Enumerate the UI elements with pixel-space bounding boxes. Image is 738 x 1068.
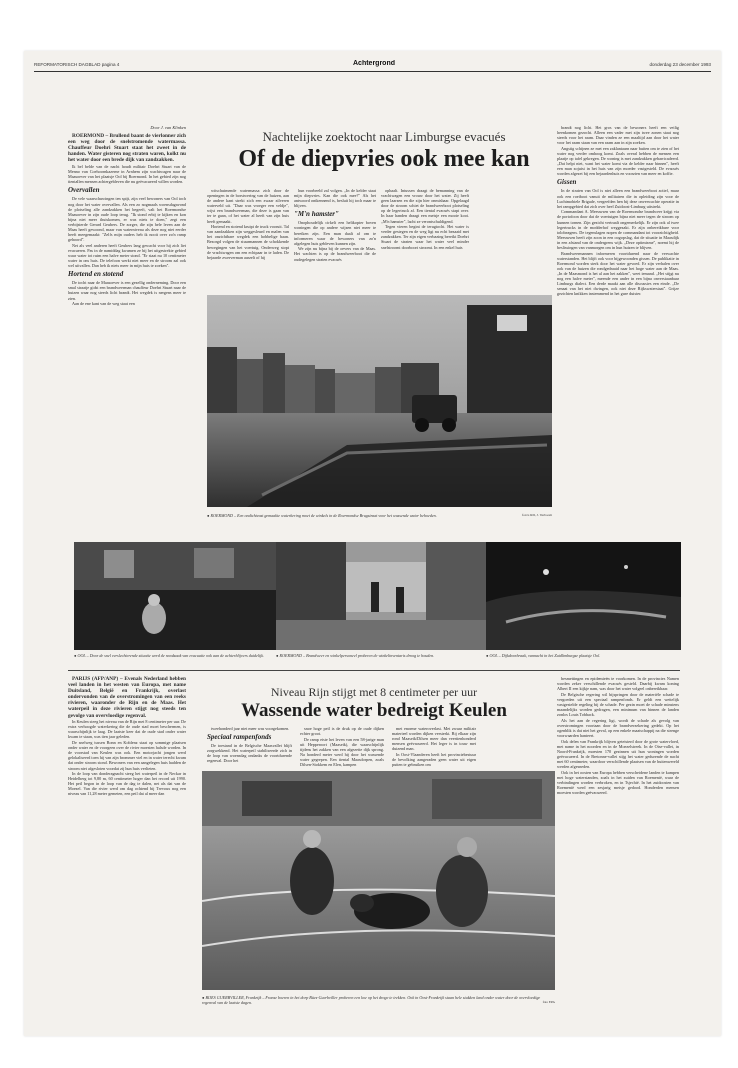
story1-paragraph: De vele waarschuwingen ten spijt, zijn veel bewoners van Ool toch nog door het water overvallen. Als een zo nogmaals woensdagavond de plotseling alle zandzakken het begeeft, valt het Roermondse Maasoever in zijn oude loop terug. "Ik stond erbij te kijken en kon bijna niet meer thuiskomen, er was niets te doen," zegt een verbijsterde Gerard Geubers. De zorger, die zijn hele leven aan de Maas heeft gewoond, maar van waterniveau als deze nog niet eerder heeft meegemaakt: "Zelfs mijn ouders heb ik nooit over zo'n ramp gehoord". (68, 196, 186, 243)
story1-paragraph: ophaalt. Intussen draagt de bemanning van de vrachtwagen een vrouw door het water. Zij heeft geen laarzen en die zijn hier onmisbaar. Opgelaagd door de stroom schiet de brandweerboot plotseling op de legertruck af. Een tiental evacués stapt over. In haar handen draagt een meisje een mooie kooi. „M'n hamster", lacht ze verontschuldigend. (381, 188, 469, 224)
story2-lead: PARIJS (AFP/ANP) – Evenals Nederland hebben veel landen in het westen van Europa, met name Duitsland, België en Frankrijk, overlast ondervonden van de overstromingen van een reeks rivieren, waaronder de Rijn en de Maas. Het waterpeil in deze rivieren stijgt nog steeds ten gevolge van overvloedige regenval. (68, 676, 186, 719)
story2-paragraph: De Belgische regering wil bijspringen door de materiële schade te vergoeden uit een speciaal rampenfonds. Er geldt een wettelijk vastgestelde regeling bij de schade. Per gezin moet de schade minstens maandelijks worden gedragen, een minimum van binnen de landen zonlos Louis Tobback. (557, 691, 679, 718)
story1-kicker: Nachtelijke zoektocht naar Limburgse evacués (262, 129, 506, 144)
photo-credit: foto's RD, J. Verboom (521, 513, 552, 517)
issue-date: donderdag 23 december 1993 (649, 62, 711, 67)
story1-paragraph: Hortend en stotend kruipt de truck vooruit. Tal van zandzakken zijn weggesleurd en malen van het onzichtbare wegdek een hobbelige baan. Bezorgd volgen de stuurmannen de schokkende bewegingen van het voertuig. Onderweg stopt de vrachtwagen om een echtpaar in te laden. De bejaarde zwerverman aarzelt of hij (207, 224, 289, 260)
story1-paragraph: Commandant A. Meeuwsen van de Roermondse brandweer krijgt via de portofoon door dat de voertuigen bijna niet meer tegen de stroom op kunnen tornen. Zijn gezicht vertraalt ongemerkelijk. Er zijn ook al twee legertrucks in de modderhof weggezakt. Er zijn onbereikbare voor tolobeagens. De tegenslagen nopen de commandant tot voorzichtigheid. Meeuwsen heeft zijn zoon in een oogopslag, dat de situatie in Maasdijk in een afstand van de ondergrens wijk. „Deze optimisme", noemt hij de beslissingen van vanmorgen om in hun huizen te blijven. (557, 209, 679, 250)
story1-column-4 (381, 188, 469, 301)
story2-paragraph: De toestand in de Belgische Maasvallei blijft zorgwekkend. Het waterpeil stabiliseerde zich in de loop van woensdag ondanks de voortdurende regenval. Door het (207, 743, 292, 764)
story2-column-4 (392, 726, 476, 770)
subhead-rampenfonds: Speciaal rampenfonds (207, 733, 272, 742)
story2-paragraph: In de loop van donderagnacht steeg het waterpeil in de Neckar in Heidelberg tot 9,80 m, 60 centimeter hoger dan het record uit 1990. Het peil begon in de loop van de dag te dalen, net als dat van de Moezel. Van die rivier werd om dag ochtend bij Trevoux nog een niveau van 11,28 meter gemeten, een peil dat al meer dan (68, 771, 186, 797)
photo-credit: foto EPA (542, 1000, 555, 1004)
story1-paragraph: Ik bel belde van de nacht houdt militair Doehri Stuart van de Menno van Coehoornkazerne in Arnhem zijn wachtwagen naar de Maasoever van het plaatsje Ool bij Roermond. In het gebied zijn nog tientallen mensen achtergebleven die nu geëvacueerd willen worden. (68, 164, 186, 185)
story2-column-5 (557, 676, 679, 981)
story1-paragraph: Brandweermannen informeren voortdurend naar de verwachte waterstanden. Het blijft ook voor bijgewoonden gissen. De publikatie in Roermond worden sterk door het water gevoed. Er zijn verhalen over ook van de huizen die rondgedraaid naar het hoge water aan de Maas. „In de Maasmond is het al aan het zakken", weet iemand. „Het stijgt nu nog een halve meter", meende een ander in een bijna onverstaanbaar Limburgs dialect. Een derde maakt aan alle discussies een einde. „De senaat van het niet dwingen, ook niet deze Rijkswaterstaat". Grijze gezichten knikken instemmend in het gure duister. (557, 250, 679, 297)
story1-column-3 (294, 188, 376, 301)
newspaper-page (24, 51, 721, 1036)
caption-photo-a: ● OOL – Door de snel verslechterende situatie werd de noodzaak van evacuatie ook aan de achterblijvers duidelijk. (74, 653, 265, 658)
section-title: Achtergrond (353, 60, 395, 67)
story2-kicker: Niveau Rijn stijgt met 8 centimeter per uur (270, 685, 478, 699)
story2-column-2 (207, 726, 292, 770)
caption-main-photo (207, 513, 552, 527)
story1-column-1 (68, 125, 186, 563)
caption-main-text: ROERMOND – Een ondichtvast gemaakte waterkering moet de winkels in de Roermondse Brugstraat voor het wassende water behoeden. (210, 513, 437, 518)
story1-column-5 (557, 125, 679, 527)
caption-photo-b: ● ROERMOND – Brandweer en winkelpersoneel proberen de winkelinventaris droog te houden. (276, 653, 435, 658)
story2-paragraph: In Keulen steeg het niveau van de Rijn met 8 centimeter per uur. De extra verhoogde waterkering die de oude stad moet beschermen, is waarschijnlijk te laag. De laatste keer dat de oude stad onder water kwam te staan, was tien jaar geleden. (68, 719, 186, 740)
caption-c-text: OOL – Dijkdoorbraak, vannacht in het Zuidlimburgse plaatsje Ool. (489, 653, 601, 658)
story1-paragraph: brandt nog licht. Het gros van de bewoners heeft een veilig heenkomen gezocht. Alleen een vader met zijn twee zonen staat nog steeds voor het raam. Daar vinden ze een maaltijd aan door het water voor het raam staan van een raam aan in zijn zoeken. (557, 125, 679, 146)
story2-paragraph: De snelweg tussen Bonn en Koblenz staat op sommige plaatsen onder water en de voorgeen over de rivier moesten halsde worden. In de voorstad van Keulen was ook. Een motorjacht jongen werd gelokaliseerd toen hij van zijn brommer viel en in water terecht kwam dat onder stroom stond. Bewoners van een aangelegen huis hadden de stroom niet afgesloten voordat zij hun huis verlieten. (68, 740, 186, 771)
subhead-hamster: "M'n hamster" (294, 210, 339, 219)
story1-paragraph: Onophoudelijk cirkelt een helikopter boven woningen die op andere wijzen niet meer te bereiken zijn. Een man daalt af om te informeren waar de bewoners van zo'n afgelegen huis gebleven kunnen zijn. (294, 220, 376, 246)
story2-column-1 (68, 676, 186, 981)
story1-paragraph: In de straten van Ool is niet alleen een brandweerboot actief, maar ook een roeiboot vanuit de militairen die in opleiding zijn voor de Luchtmobiele Brigade, vergeefden hen bij deze onverwachte operatie in het rampgebied dat zich over heel Zuidoost-Limburg uitstrekt. (557, 188, 679, 209)
photo-dike-breach (486, 542, 681, 650)
story1-paragraph: Net als veel anderen heeft Geubers lang gewacht voor hij zich liet evacueren. Pas in de namiddag kwamen ze bij het uitgestrekte gebied waar water tot ruim een halve meter stond. "Er staat nu 10 centimeter water in ons huis. De telefoon werkt niet meer en de stroom zal ook wel uitvallen. Dan heb ik niets meer in mijn huis te zoeken". (68, 242, 186, 269)
story1-paragraph: De tocht naar de Maasoever is een gezellig onderneming. Door een smal straatje gidst een brandweerman chauffeur Doehri Stuart naar de huizen waar nog steeds licht brandt. Het wegdek is nergens meer te zien. (68, 280, 186, 301)
story1-paragraph: hun voorbeeld zal volgen. „In de kelder staat mijn diepvries. Kan die ook mee?" Als het antwoord ontkennend is, besluit hij toch maar te blijven. (294, 188, 376, 209)
caption-a-text: OOL – Door de snel verslechterende situatie werd de noodzaak van evacuatie ook aan de achterblijvers duidelijk. (77, 653, 265, 658)
photo-shop-staff (276, 542, 489, 650)
photo-cow-rescue (202, 771, 555, 990)
paper-name: REFORMATORISCH DAGBLAD pagina 4 (34, 62, 120, 67)
caption-story2-photo: ● BIJES GUERBVILLER, Frankrijk – Franse boeren in het dorp Bües-Guerbviller proberen een koe op het droge te trekken. Ook in Oost-Frankrijk staan hele stukken land onder water door de overvloedige regenval van de laatste dagen. foto EPA (202, 995, 555, 1005)
photo-evacuation (74, 542, 278, 650)
story1-paragraph: Angstig schijnen ze met een zaklantaarn naar buiten om te zien of het water nog verder omhoog komt. Zoals overal hebben de mensen een plaatje op tafel gekregen. De woning is met zandzakken gebarricadeerd. „Dat helpt niet, want het water komt via de kelder naar binnen", heeft een man zojuist in het huis van zijn moeder vastgesteld. De evacués worden afgezet bij een bejaardenhuis en voorzien van meer en koffie. (557, 145, 679, 177)
story2-paragraph: met enorme wateroverlast. Met zwaar militair materieel worden dijken versterkt. Bij elkaar zijn rond Maaseik/Dilsen meer dan veertienhonderd mensen geëvacueerd. Het leger is in touw met duizend man. (392, 726, 476, 752)
subhead-hortend: Hortend en stotend (68, 270, 124, 279)
story1-paragraph: Aan de ene kant van de weg staat een (72, 301, 135, 307)
story2-paragraph: snoe hoge peil is de druk op de oude dijken echter groot. (300, 726, 384, 737)
story2-paragraph: tweehonderd jaar niet meer was voorgekomen. (211, 726, 290, 731)
story1-headline: Of de diepvries ook mee kan (238, 146, 530, 172)
story2-paragraph: De ramp eiste het leven van een 58-jarige man uit Hepperoort (Maaseik), die waarschijnlijk tijdens het zakken van een afgezette dijk sprong. Na honderd meter werd hij door het wassende water gegrepen. Een tiental Maasdorpen, zoals Dilsen-Stokkem en Elen, kampen (300, 736, 384, 768)
caption-story2-text: BIJES GUERBVILLER, Frankrijk – Franse boeren in het dorp Bües-Guerbviller proberen een koe op het droge te trekken. Ook in Oost-Frankrijk staan hele stukken land onder water door de overvloedige regenval van de laatste dagen. (202, 995, 541, 1005)
story1-column-2 (207, 188, 289, 301)
story1-paragraph: witschuimende watermassa zich door de openingen in de borstwering van de huizen, aan de andere kant strekt zich een zwaar zilveren waterveld uit. "Daar was vroeger een veldje", wijst een brandweerman, die deze is gaan van ter te gaan, of het water al heeft van zijn huis heeft gemaakt. (207, 188, 289, 224)
subhead-gissen: Gissen (557, 178, 577, 187)
story2-headline: Wassende water bedreigt Keulen (241, 700, 507, 721)
story1-paragraph: Tegen vieren begint de terugtocht. Het water is verder gestegen en de weg ligt nu echt bezaaid met zandzakken. Ter zijn eigen verbazing bereikt Doehri Stuart de straten waar het water veel minder snelstroomt doorboort stroomt. In een enkel huis (381, 224, 469, 250)
story2-paragraph: besmettingen en epidemieën te voorkomen. In de provincies Namen worden zeker verschillende evacués gesteld. Daarbij kwam koning Albert II een kijkje nam, was door het water volgeel onbereikbaar. (557, 676, 679, 692)
photo-flooded-street (207, 295, 552, 507)
story2-column-3 (300, 726, 384, 770)
story2-paragraph: In Oost-Vlaanderen heeft het provinciebestuur de bevolking aangeraden geen water uit eigen putten te gebruiken om (392, 751, 476, 768)
subhead-overvallen: Overvallen (68, 186, 100, 195)
story2-paragraph: Als het aan de regering ligt, wordt de schade als gevolg van overstromingen voortaan door de brandverzekering gedekt. Op het ogenblik is dat niet het geval, op een enkele maatschappij na die strenge voorwaarden hanteert. (557, 717, 679, 739)
masthead-rule (34, 71, 711, 72)
story2-paragraph: Ook delen van Frankrijk blijven geteisterd door de grote watervloed, met name in het noorden en in de Moezelstreek. In de Oise-vallei, in Noord-Frankrijk, moesten 170 gezinnen uit hun woningen worden geëvacueerd. In de Bretonne-vallei stijg het water gedurende de nacht met 60 centimeter, waardoor verschillende plaatsen van de buitenwereld werden afgesneden. (557, 738, 679, 770)
caption-bullet: ● (207, 513, 211, 518)
story1-lead: ROERMOND – Brullend baant de vierlonner zich een weg door de snelstromende watermassa. Chauffeur Doehri Stuart staat het zweet in de handen. Water gisteren nog straten waren, kolkt nu het water door een brede dijk van zandzakken. (68, 133, 186, 164)
story1-paragraph: We zijn nu bijna bij de oevers van de Maas. Het wachten is op de brandweerboot die de oudegelegen straten evacués (294, 246, 376, 262)
caption-photo-c: ● OOL – Dijkdoorbraak, vannacht in het Zuidlimburgse plaatsje Ool. (486, 653, 601, 658)
story2-paragraph: Ook in het oosten van Europa hebben verscheidene landen te kampen met hoge waterstanden, zoals in het zuiden van Roemenië, waar de verbindingen worden verbroken, en in Tsjechië. In het zuidoosten van Roemenië werd een zesjarig meisje gedood. Honderden mensen moesten worden geëvacueerd. (557, 769, 679, 796)
byline: Door J. van Klinken (150, 125, 186, 130)
caption-b-text: ROERMOND – Brandweer en winkelpersoneel proberen de winkelinventaris droog te houden. (279, 653, 435, 658)
section-divider (68, 670, 680, 671)
